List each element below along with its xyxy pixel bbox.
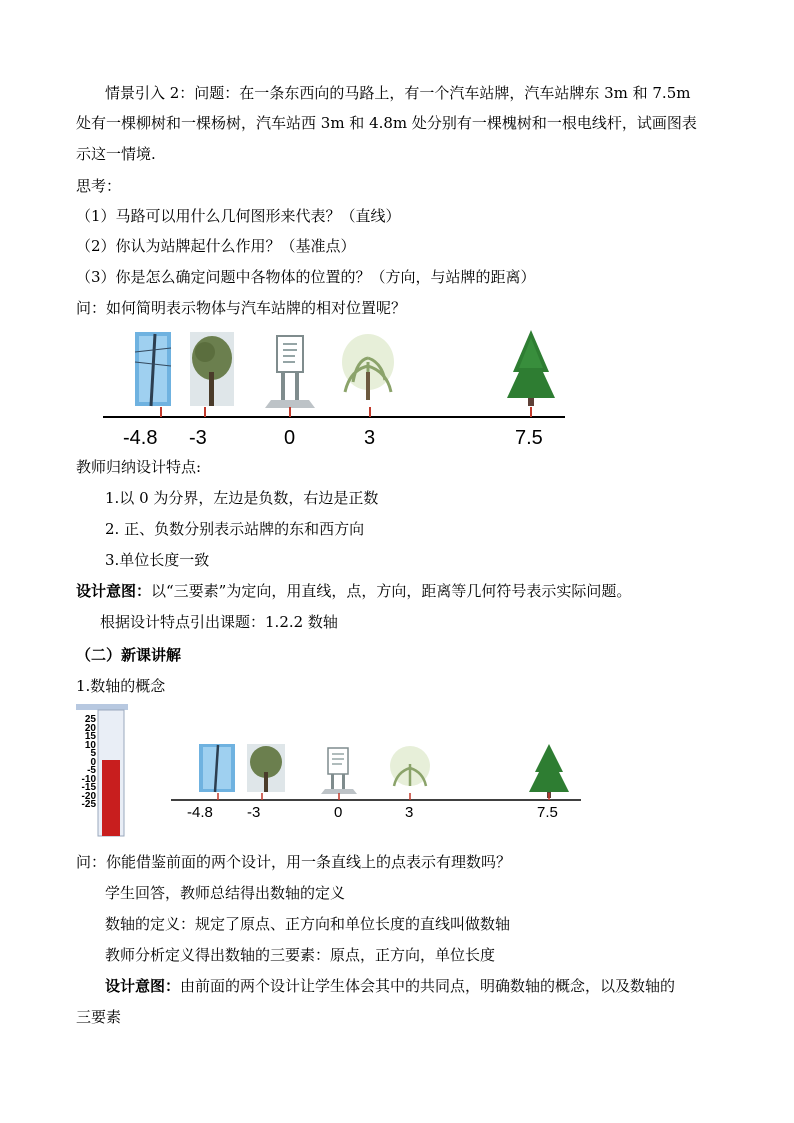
thermometer-scale: -10 <box>81 774 96 785</box>
lesson-lead-in: 根据设计特点引出课题：1.2.2 数轴 <box>100 613 338 631</box>
design-intent-text: 由前面的两个设计让学生体会其中的共同点，明确数轴的概念，以及数轴的 <box>180 977 676 995</box>
tick-label: 0 <box>334 804 343 821</box>
design-intent-2-cont: 三要素 <box>76 1008 122 1026</box>
thermometer-svg <box>72 704 132 840</box>
bus-stop-sign-image <box>321 748 357 794</box>
sophora-tree-image <box>247 744 285 792</box>
summary-item-3: 3.单位长度一致 <box>105 551 210 569</box>
design-intent-1 <box>76 581 631 601</box>
thermometer-scale: 15 <box>84 731 96 742</box>
thermometer-scale: -5 <box>87 765 96 776</box>
three-elements-line: 教师分析定义得出数轴的三要素：原点，正方向，单位长度 <box>105 946 496 964</box>
number-line-svg-2 <box>165 738 585 822</box>
design-intent-text: 以“三要素”为定向，用直线，点，方向，距离等几何符号表示实际问题。 <box>151 582 632 600</box>
summary-item-1: 1.以 0 为分界，左边是负数，右边是正数 <box>105 489 379 507</box>
utility-pole-image <box>135 332 171 406</box>
intro-line-1: 情景引入 2：问题：在一条东西向的马路上，有一个汽车站牌，汽车站牌东 3m 和 7.5m <box>105 84 691 102</box>
utility-pole-image <box>199 744 235 792</box>
thermometer-scale: 20 <box>84 723 96 734</box>
definition-line: 数轴的定义：规定了原点、正方向和单位长度的直线叫做数轴 <box>105 915 511 933</box>
thermometer-scale: 0 <box>90 757 96 768</box>
intro-line-3: 示这一情境. <box>76 145 156 163</box>
bus-stop-sign-image <box>265 336 315 408</box>
willow-tree-image <box>390 746 430 786</box>
answer-line-1: 学生回答，教师总结得出数轴的定义 <box>105 884 346 902</box>
thermometer-mercury <box>102 760 120 836</box>
tick-label: 0 <box>284 427 296 449</box>
thermometer-scale: 5 <box>90 748 96 759</box>
poplar-tree-image <box>507 330 555 406</box>
number-line-figure-1 <box>95 322 575 454</box>
tick-label: 7.5 <box>515 427 543 449</box>
design-intent-label: 设计意图： <box>105 977 181 995</box>
think-question-4: 问：如何简明表示物体与汽车站牌的相对位置呢？ <box>76 299 407 317</box>
tick-label: -4.8 <box>187 804 213 821</box>
thermometer-scale: 25 <box>84 714 96 725</box>
subsection-heading: 1.数轴的概念 <box>76 677 166 695</box>
think-question-3: （3）你是怎么确定问题中各物体的位置的？（方向，与站牌的距离） <box>76 268 536 286</box>
tick-label: -4.8 <box>123 427 158 449</box>
tick-label: 3 <box>364 427 376 449</box>
question-line: 问：你能借鉴前面的两个设计，用一条直线上的点表示有理数吗？ <box>76 853 512 871</box>
sophora-tree-image <box>190 332 234 406</box>
thermometer-scale: 10 <box>84 740 96 751</box>
thermometer-scale: -20 <box>81 791 96 802</box>
think-question-1: （1）马路可以用什么几何图形来代表？（直线） <box>76 207 401 225</box>
number-line-svg-1 <box>95 322 575 454</box>
willow-tree-image <box>342 334 394 400</box>
thermometer-scale: -15 <box>81 782 96 793</box>
design-intent-label: 设计意图： <box>76 582 152 600</box>
intro-line-2: 处有一棵柳树和一棵杨树，汽车站西 3m 和 4.8m 处分别有一棵槐树和一根电线杆，试画图表 <box>76 114 697 132</box>
section-heading: （二）新课讲解 <box>76 646 182 664</box>
tick-label: 7.5 <box>537 804 558 821</box>
design-intent-2 <box>105 976 675 996</box>
tick-label: 3 <box>405 804 414 821</box>
tick-label: -3 <box>247 804 261 821</box>
think-question-2: （2）你认为站牌起什么作用？（基准点） <box>76 237 356 255</box>
thermometer-figure <box>72 704 132 840</box>
summary-item-2: 2. 正、负数分别表示站牌的东和西方向 <box>105 520 365 538</box>
poplar-tree-image <box>529 744 569 798</box>
thermometer-scale: -25 <box>81 799 96 810</box>
number-line-figure-2 <box>165 738 585 822</box>
think-heading: 思考： <box>76 177 122 195</box>
tick-label: -3 <box>189 427 207 449</box>
summary-heading: 教师归纳设计特点: <box>76 458 202 476</box>
